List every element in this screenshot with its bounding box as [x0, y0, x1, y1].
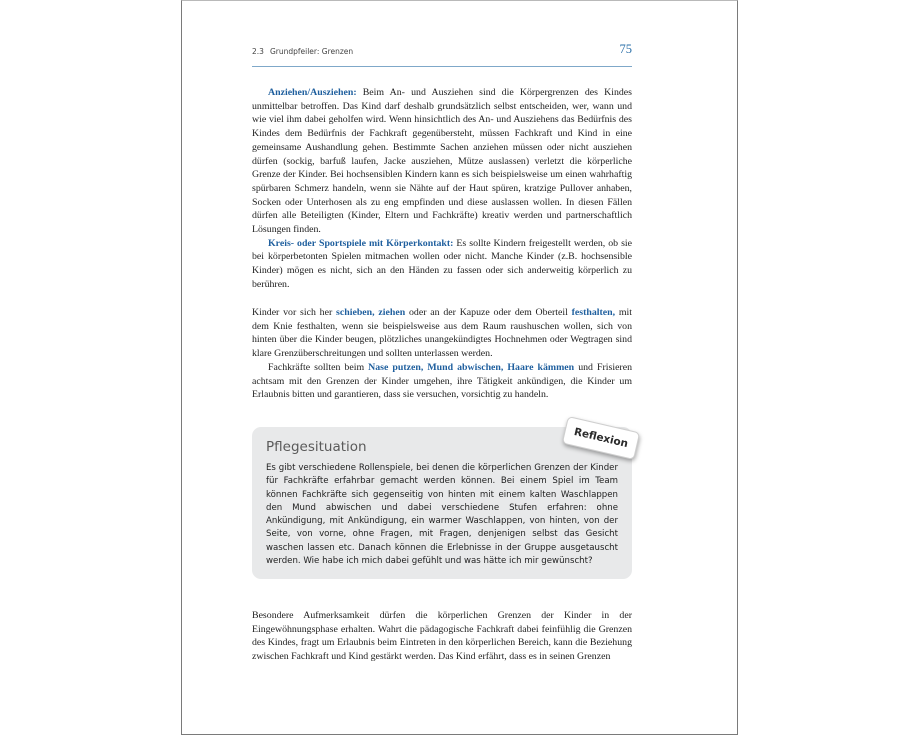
paragraph-dressing [252, 86, 632, 237]
text-fragment: Kinder vor sich her [252, 307, 337, 318]
section-title: Grundpfeiler: Grenzen [269, 47, 354, 56]
page-number: 75 [619, 42, 632, 56]
text-fragment: und Frisieren achtsam mit den Grenzen der Kinder umgehen, ihre Tätigkeit ankündigen, die Kinder um Erlaubnis bitten und garantieren, dass sie versuchen, vorsichtig zu handeln. [252, 361, 633, 401]
keyword-pushing: schieben, ziehen [336, 307, 406, 318]
paragraph-games [252, 237, 632, 292]
body-text-block-1 [252, 86, 632, 292]
paragraph-settling-in: Besondere Aufmerksamkeit dürfen die körperlichen Grenzen der Kinder in der Eingewöhnungsphase erhalten. Wahrt die pädagogische Fachkraft dabei feinfühlig die Grenzen des Kindes, fragt um Erlaubnis beim Eintreten in den körperlichen Bereich, kann die Beziehung zwischen Fachkraft und Kind gestärkt werden. Das Kind erfährt, dass es in seinen Grenzen [252, 610, 632, 663]
reflection-text: Es gibt verschiedene Rollenspiele, bei denen die körperlichen Grenzen der Kinder für Fachkräfte erfahrbar gemacht werden können. Bei einem Spiel im Team können Fachkräfte sich gegenseitig von hinten mit einem kalten Waschlappen den Mund abwischen und dabei verschiedene Stufen erfahren: ohne Ankündigung, mit Ankündigung, ein warmer Waschlappen, von hinten, von der Seite, von vorne, ohne Fragen, mit Fragen, denjenigen selbst das Gesicht waschen lassen etc. Danach können die Erlebnisse in der Gruppe ausgetauscht werden. Wie habe ich mich dabei gefühlt und was hätte ich mir gewünscht? [266, 463, 618, 567]
keyword-holding: festhalten, [571, 307, 616, 318]
keyword-care: Nase putzen, Mund abwischen, Haare kämmen [368, 361, 575, 373]
text-fragment: Fachkräfte sollten beim [268, 361, 369, 373]
reflection-title: Pflegesituation [266, 439, 367, 455]
paragraph-games-text: Es sollte Kindern freigestellt werden, ob sie bei körperbetonten Spielen mitmachen wollen oder nicht. Manche Kinder (z.B. hochsensible Kinder) mögen es nicht, sich an den Händen zu fassen oder sich anderweitig körperlich zu berühren. [252, 237, 632, 290]
section-label [252, 47, 353, 56]
paragraph-dressing-text: Beim An- und Ausziehen sind die Körpergrenzen des Kindes unmittelbar betroffen. Das Kind darf deshalb grundsätzlich selbst entscheiden, wer, wann und wie viel ihm dabei geholfen wird. Wenn hinsichtlich des An- und Ausziehens das Bedürfnis des Kindes dem Bedürfnis der Fachkraft gegenübersteht, müssen Fachkraft und Kind in eine gemeinsame Aushandlung gehen. Bestimmte Sachen anziehen müssen oder nicht ausziehen dürfen (sockig, barfuß laufen, Jacke ausziehen, Mütze auslassen) verletzt die körperliche Grenze der Kinder. Bei hochsensiblen Kindern kann es sich beispielsweise um einen wahrhaftig spürbaren Schmerz handeln, wenn sie Nähte auf der Haut spüren, kratzige Pullover anhaben, Socken oder Unterhosen als zu eng empfinden und diese auslassen wollen. In diesen Fällen dürfen alle Beteiligten (Kinder, Eltern und Fachkräfte) kreativ werden und partnerschaftlich Lösungen finden. [252, 87, 632, 236]
text-fragment: mit dem Knie festhalten, wenn sie beispielsweise aus dem Raum raushuschen wollen, sich von hinten über die Kinder beugen, plötzliches unangekündigtes Hochnehmen oder Wegtragen sind klare Grenzüberschreitungen und sollten unterlassen werden. [252, 307, 632, 360]
text-fragment: oder an der Kapuze oder dem Oberteil [405, 307, 572, 318]
body-text-block-2 [252, 306, 632, 402]
reflection-box [252, 427, 632, 579]
keyword-dressing: Anziehen/Ausziehen: [268, 87, 357, 98]
reflection-badge: Reflexion [562, 416, 640, 460]
paragraph-pushing [252, 306, 632, 361]
paragraph-care [252, 361, 632, 402]
body-text-block-3 [252, 609, 632, 664]
section-number: 2.3 [252, 47, 264, 56]
keyword-games: Kreis- oder Sportspiele mit Körperkontakt: [268, 237, 454, 249]
running-header [252, 40, 632, 67]
